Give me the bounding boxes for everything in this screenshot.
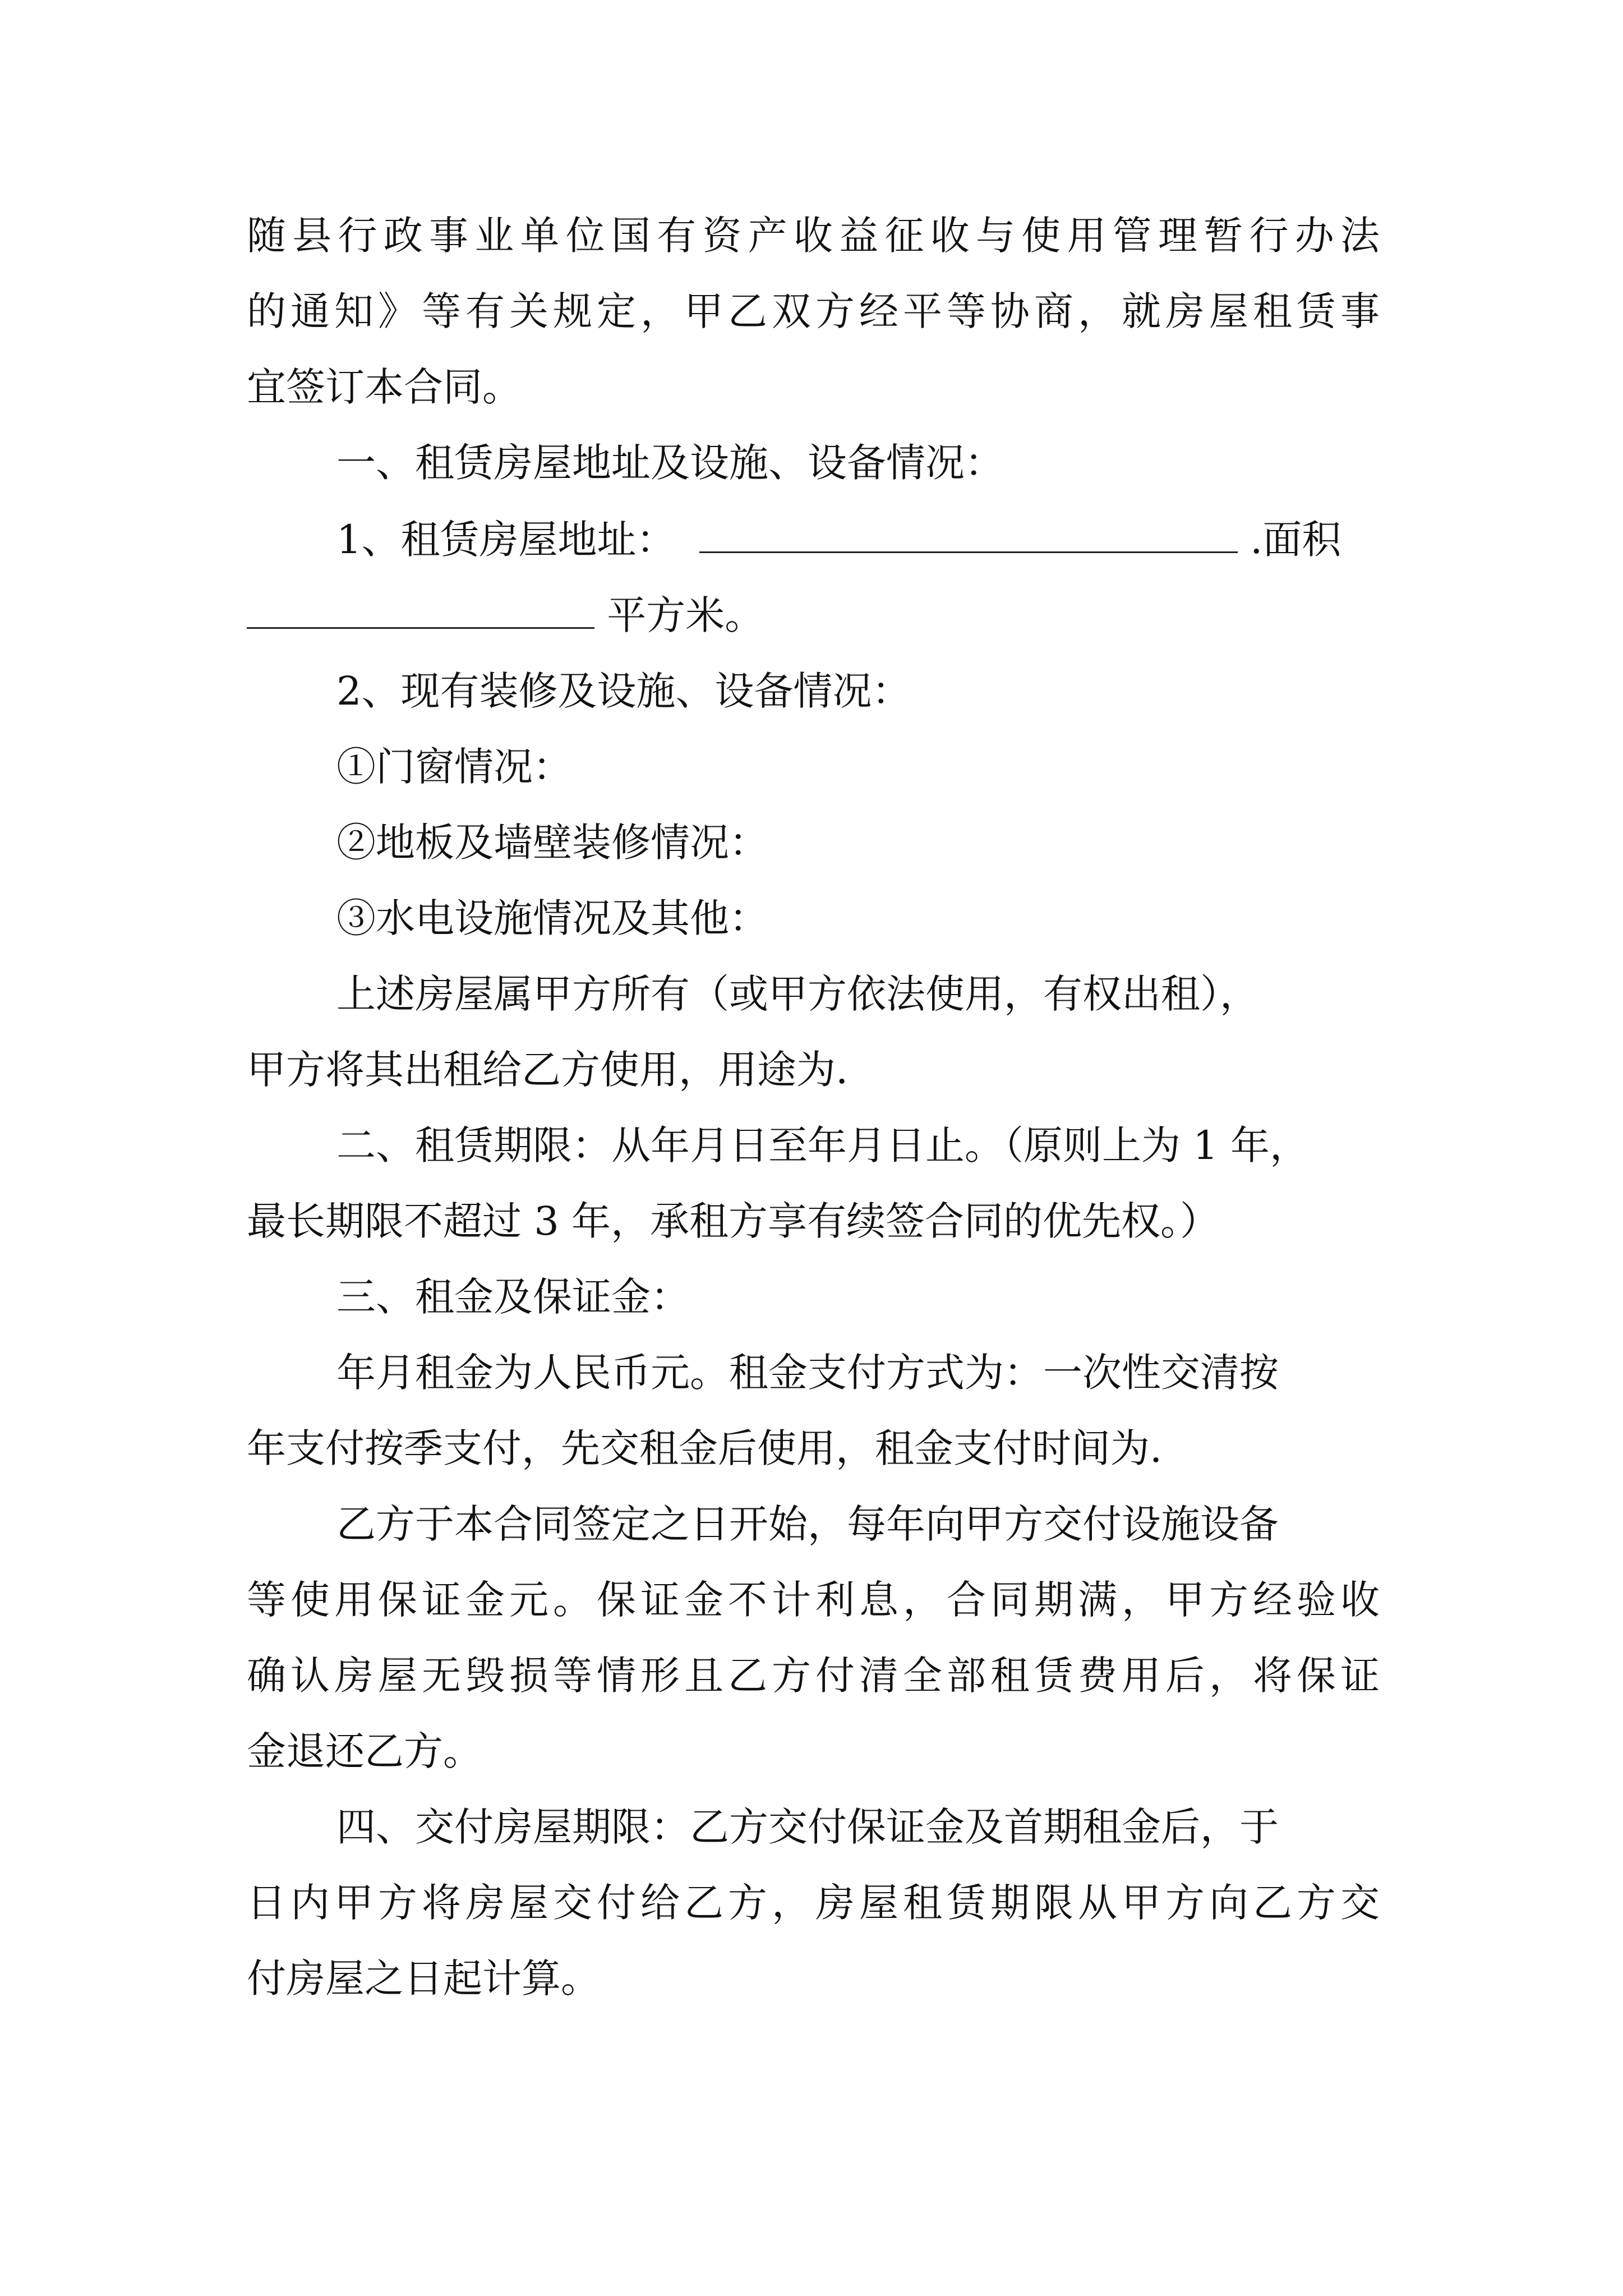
paragraph-line: 年月租金为人民币元。租金支付方式为：一次性交清按 — [336, 1350, 1279, 1396]
address-line — [336, 514, 1341, 565]
area-unit: 平方米。 — [607, 592, 764, 638]
paragraph-line: 的通知》等有关规定，甲乙双方经平等协商，就房屋租赁事 — [247, 288, 1380, 334]
section-heading: 四、交付房屋期限：乙方交付保证金及首期租金后，于 — [336, 1804, 1279, 1850]
paragraph-line: 确认房屋无毁损等情形且乙方付清全部租赁费用后，将保证 — [247, 1653, 1380, 1699]
section-heading: 二、租赁期限：从年月日至年月日止。（原则上为 1 年， — [336, 1122, 1310, 1168]
list-item: ②地板及墙壁装修情况： — [336, 820, 768, 866]
section-heading: 一、租赁房屋地址及设施、设备情况： — [336, 440, 1004, 486]
paragraph-line: 甲方将其出租给乙方使用，用途为. — [247, 1047, 849, 1093]
paragraph-line: 金退还乙方。 — [247, 1728, 482, 1774]
list-item: ③水电设施情况及其他： — [336, 895, 768, 941]
paragraph-line: 等使用保证金元。保证金不计利息，合同期满，甲方经验收 — [247, 1577, 1380, 1623]
area-label: .面积 — [1250, 517, 1341, 563]
section-heading: 三、租金及保证金： — [336, 1274, 690, 1320]
paragraph-line: 上述房屋属甲方所有（或甲方依法使用，有权出租）， — [336, 971, 1259, 1017]
paragraph-line: 日内甲方将房屋交付给乙方，房屋租赁期限从甲方向乙方交 — [247, 1880, 1380, 1926]
area-blank[interactable] — [247, 592, 594, 629]
area-line — [247, 590, 764, 641]
paragraph-line: 付房屋之日起计算。 — [247, 1955, 600, 2001]
paragraph-line: 年支付按季支付，先交租金后使用，租金支付时间为. — [247, 1425, 1163, 1471]
address-label: 1、租赁房屋地址： — [336, 517, 676, 563]
address-blank[interactable] — [699, 517, 1238, 553]
paragraph-line: 2、现有装修及设施、设备情况： — [336, 668, 911, 714]
list-item: ①门窗情况： — [336, 744, 572, 790]
paragraph-line: 最长期限不超过 3 年，承租方享有续签合同的优先权。） — [247, 1198, 1220, 1244]
paragraph-line: 乙方于本合同签定之日开始，每年向甲方交付设施设备 — [336, 1501, 1279, 1547]
paragraph-line: 宜签订本合同。 — [247, 364, 522, 410]
paragraph-line: 随县行政事业单位国有资产收益征收与使用管理暂行办法 — [247, 213, 1380, 259]
